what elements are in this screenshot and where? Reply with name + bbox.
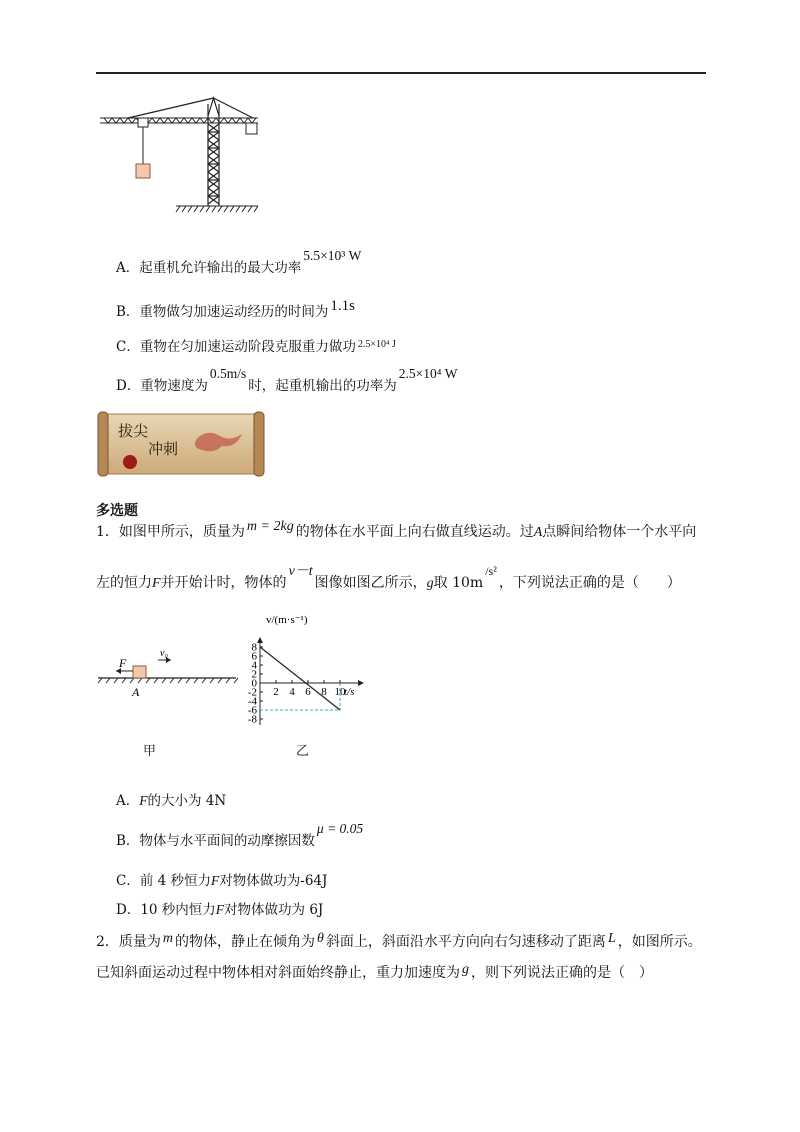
vt-x-tick-label: 6 xyxy=(305,686,311,698)
q2-line1: 2．质量为 m 的物体，静止在倾角为 θ 斜面上，斜面沿水平方向向右匀速移动了距离 L ，如图所示。 xyxy=(96,931,702,950)
q1-option-b: B．物体与水平面间的动摩擦因数μ = 0.05 xyxy=(116,821,364,849)
vt-y-arrow-icon xyxy=(257,637,263,643)
vt-axes xyxy=(257,637,364,725)
tower-crane-figure xyxy=(98,94,268,214)
crane-option-d-value: 2.5×10⁴ W xyxy=(398,366,458,381)
crane-tower xyxy=(128,98,253,206)
vt-x-arrow-icon xyxy=(358,680,364,686)
q1-line1: 1．如图甲所示，质量为 m = 2kg 的物体在水平面上向右做直线运动。过A点瞬间给物体一个水平向 xyxy=(96,519,697,540)
jia-block xyxy=(133,666,146,678)
vt-x-tick-label: 4 xyxy=(289,686,295,698)
vt-x-tick-label: 8 xyxy=(321,686,327,698)
jia-point-label: A xyxy=(132,685,140,699)
q1-line2: 左的恒力F并开始计时，物体的v－t图像如图乙所示，g取 10m/s²，下列说法正确的是（ ） xyxy=(96,564,681,591)
scroll-right-roll xyxy=(254,412,264,476)
figure-jia xyxy=(96,640,241,705)
scroll-banner xyxy=(96,410,266,478)
vt-y-axis-label: v/(m·s⁻¹) xyxy=(266,614,308,626)
vt-line xyxy=(260,647,340,710)
q1-option-c: C．前 4 秒恒力F对物体做功为-64J xyxy=(116,873,328,889)
caption-jia: 甲 xyxy=(143,744,157,759)
vt-y-tick-label: -6 xyxy=(247,704,257,717)
crane-option-d-speed: 0.5m/s xyxy=(209,366,247,381)
crane-option-a-value: 5.5×10³ W xyxy=(303,248,362,263)
scroll-left-roll xyxy=(98,412,108,476)
jia-ground-hatch xyxy=(98,678,238,683)
counterweight xyxy=(246,123,257,134)
crane-option-a: A．起重机允许输出的最大功率5.5×10³ W xyxy=(116,248,362,276)
vt-series xyxy=(260,647,340,710)
header-rule xyxy=(96,72,706,74)
vt-y-tick-label: 2 xyxy=(251,668,257,681)
q1-option-a: A．F的大小为 4N xyxy=(116,793,227,809)
crane-option-c-value: 2.5×10⁴ J xyxy=(357,339,396,350)
trolley xyxy=(138,118,148,127)
section-heading: 多选题 xyxy=(96,503,138,519)
q2-line2: 已知斜面运动过程中物体相对斜面始终静止，重力加速度为 g ，则下列说法正确的是（ ） xyxy=(96,962,653,981)
jia-velocity-label: v₀ xyxy=(160,648,168,659)
caption-yi: 乙 xyxy=(296,744,310,759)
crane-option-c: C．重物在匀加速运动阶段克服重力做功 $^{2.5\times 10^4 J}$ xyxy=(116,339,396,355)
vt-y-tick-label: -4 xyxy=(247,695,257,708)
vt-graph xyxy=(246,605,386,740)
red-seal-icon xyxy=(123,455,137,469)
q1-mass: m = 2kg xyxy=(246,519,294,534)
q1-option-b-value: μ = 0.05 xyxy=(316,821,364,836)
vt-y-tick-label: 4 xyxy=(251,659,257,672)
heavy-load-block xyxy=(136,164,150,178)
vt-y-tick-label: -2 xyxy=(247,686,257,699)
vt-x-axis-label: t/s xyxy=(344,686,355,698)
banner-line1: 拔尖 xyxy=(118,424,149,440)
q1-option-d: D．10 秒内恒力F对物体做功为 6J xyxy=(116,902,324,918)
crane-option-b-value: 1.1s xyxy=(330,298,356,314)
vt-y-tick-label: 6 xyxy=(251,650,257,663)
banner-line2: 冲刺 xyxy=(148,442,179,458)
crane-jib xyxy=(100,118,258,123)
crane-option-b: B．重物做匀加速运动经历的时间为 1.1s xyxy=(116,298,356,320)
vt-y-tick-label: -8 xyxy=(247,713,257,726)
jia-force-label: F xyxy=(119,656,127,670)
crane-option-d: D．重物速度为0.5m/s时，起重机输出的功率为2.5×10⁴ W xyxy=(116,366,458,394)
vt-y-tick-label: 8 xyxy=(251,641,257,654)
q1-vt: v－t xyxy=(288,564,313,579)
vt-x-tick-label: 2 xyxy=(273,686,279,698)
vt-y-tick-label: 0 xyxy=(251,677,257,690)
vt-x-tick-label: 10 xyxy=(334,686,346,698)
crane-ground xyxy=(176,206,258,212)
